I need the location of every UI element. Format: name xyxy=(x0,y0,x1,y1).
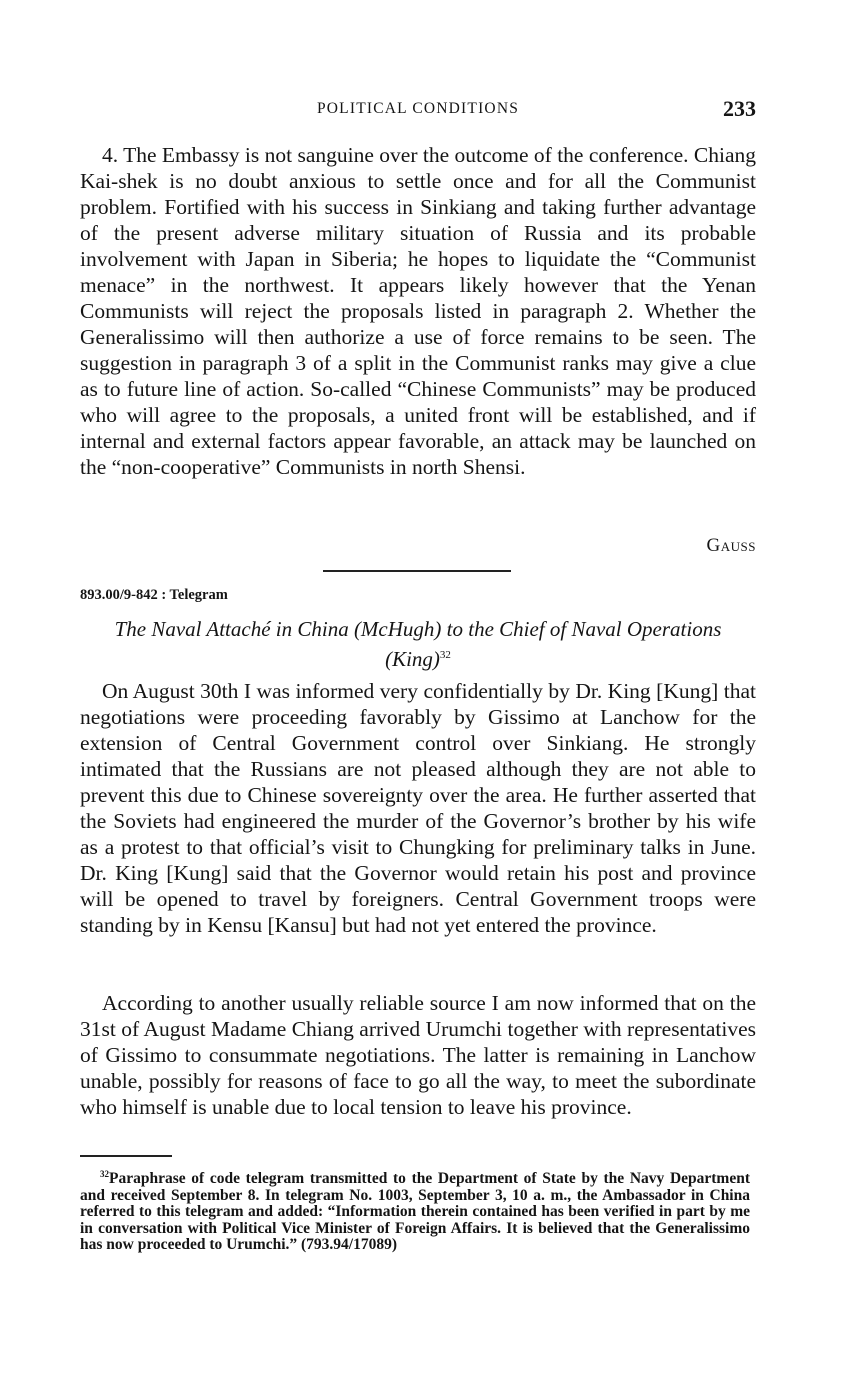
footnote xyxy=(80,1166,750,1254)
footnote-text: Paraphrase of code telegram transmitted to the Department of State by the Navy Department and received September 8. In telegram No. 1003, September 3, 10 a. m., the Ambassador in China referred to this telegram and added: “Information therein contained has been verified in part by me in conversation with Political Vice Minister of Foreign Affairs. It is believed that the Generalissimo has now proceeded to Urumchi.” (793.94/17089) xyxy=(80,1170,750,1254)
page-number: 233 xyxy=(723,96,756,121)
running-header xyxy=(80,96,756,124)
running-title: POLITICAL CONDITIONS xyxy=(316,100,520,117)
signature: Gauss xyxy=(706,535,756,556)
document-id: 893.00/9-842 : Telegram xyxy=(80,587,228,603)
document-heading-text: The Naval Attaché in China (McHugh) to the Chief of Naval Operations (King) xyxy=(114,617,722,671)
heading-footnote-ref: 32 xyxy=(439,649,451,661)
paragraph-embassy-assessment: 4. The Embassy is not sanguine over the outcome of the conference. Chiang Kai-shek is no doubt anxious to settle once and for all the Communist problem. Fortified with his success in Sinkiang and taking further advantage of the present adverse military situation of Russia and its probable involvement with Japan in Siberia; he hopes to liquidate the “Communist menace” in the northwest. It appears likely however that the Yenan Communists will reject the proposals listed in paragraph 2. Whether the Generalissimo will then authorize a use of force remains to be seen. The suggestion in paragraph 3 of a split in the Communist ranks may give a clue as to future line of action. So-called “Chinese Communists” may be produced who will agree to the proposals, a united front will be established, and if internal and external factors appear favorable, an attack may be launched on the “non-cooperative” Communists in north Shensi. xyxy=(80,143,756,479)
document-heading xyxy=(80,616,756,672)
paragraph-telegram-continued: According to another usually reliable source I am now informed that on the 31st of August Madame Chiang arrived Urumchi together with representatives of Gissimo to consummate negotiations. The latter is remaining in Lanchow unable, possibly for reasons of face to go all the way, to meet the subordinate who himself is unable due to local tension to leave his province. xyxy=(80,991,756,1119)
footnote-rule xyxy=(80,1155,172,1157)
footnote-number: 32 xyxy=(100,1169,109,1179)
paragraph-telegram-body: On August 30th I was informed very confidentially by Dr. King [Kung] that negotiations were proceeding favorably by Gissimo at Lanchow for the extension of Central Government control over Sinkiang. He strongly intimated that the Russians are not pleased although they are not able to prevent this due to Chinese sovereignty over the area. He further asserted that the Soviets had engineered the murder of the Governor’s brother by his wife as a protest to that official’s visit to Chungking for preliminary talks in June. Dr. King [Kung] said that the Governor would retain his post and province will be opened to travel by foreigners. Central Government troops were standing by in Kensu [Kansu] but had not yet entered the province. xyxy=(80,679,756,937)
section-divider xyxy=(323,570,511,572)
